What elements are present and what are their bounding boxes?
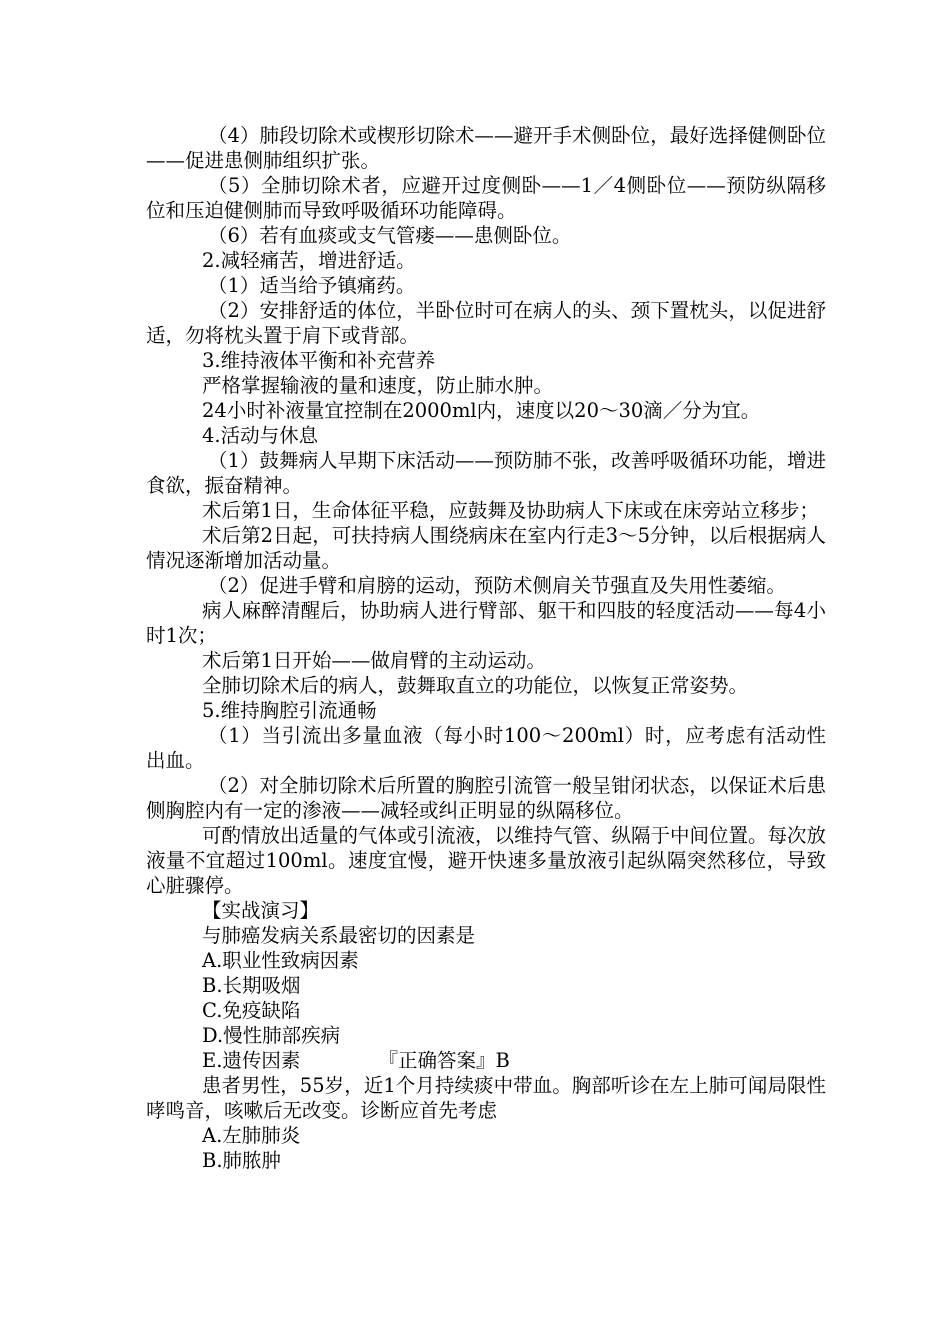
document-body: [146, 123, 826, 1173]
section-heading: 5.维持胸腔引流通畅: [202, 699, 377, 722]
paragraph: 可酌情放出适量的气体或引流液，以维持气管、纵隔于中间位置。每次放液量不宜超过100ml。速度宜慢，避开快速多量放液引起纵隔突然移位，导致心脏骤停。: [146, 824, 827, 897]
answer-option: D.慢性肺部疾病: [202, 1024, 341, 1047]
paragraph: （2）安排舒适的体位，半卧位时可在病人的头、颈下置枕头，以促进舒适，勿将枕头置于肩下或背部。: [146, 299, 826, 347]
answer-option: A.左肺肺炎: [202, 1124, 301, 1147]
paragraph: 术后第1日，生命体征平稳，应鼓舞及协助病人下床或在床旁站立移步；: [202, 499, 819, 522]
paragraph: 严格掌握输液的量和速度，防止肺水肿。: [202, 374, 554, 397]
section-heading: 3.维持液体平衡和补充营养: [202, 349, 436, 372]
answer-option: C.免疫缺陷: [202, 999, 301, 1022]
question-stem: 患者男性，55岁，近1个月持续痰中带血。胸部听诊在左上肺可闻局限性哮鸣音，咳嗽后无改变。诊断应首先考虑: [146, 1074, 826, 1122]
answer-option: B.长期吸烟: [202, 974, 301, 997]
answer-option-line: [146, 1048, 826, 1073]
answer-option: E.遗传因素: [202, 1049, 301, 1072]
paragraph: 术后第1日开始——做肩臂的主动运动。: [202, 649, 546, 672]
paragraph: （6）若有血痰或支气管瘘——患侧卧位。: [208, 224, 572, 247]
practice-heading: 【实战演习】: [202, 899, 320, 922]
paragraph: （1）当引流出多量血液（每小时100～200ml）时，应考虑有活动性出血。: [146, 724, 826, 772]
paragraph: （2）促进手臂和肩膀的运动，预防术侧肩关节强直及失用性萎缩。: [208, 574, 786, 597]
paragraph: 病人麻醉清醒后，协助病人进行臂部、躯干和四肢的轻度活动——每4小时1次；: [146, 599, 826, 647]
paragraph: （1）鼓舞病人早期下床活动——预防肺不张，改善呼吸循环功能，增进食欲，振奋精神。: [146, 449, 826, 497]
paragraph: （4）肺段切除术或楔形切除术——避开手术侧卧位，最好选择健侧卧位——促进患侧肺组织扩张。: [146, 124, 826, 172]
paragraph: （2）对全肺切除术后所置的胸腔引流管一般呈钳闭状态，以保证术后患侧胸腔内有一定的渗液——减轻或纠正明显的纵隔移位。: [146, 774, 826, 822]
paragraph: 术后第2日起，可扶持病人围绕病床在室内行走3～5分钟，以后根据病人情况逐渐增加活动量。: [146, 524, 826, 572]
answer-option: A.职业性致病因素: [202, 949, 359, 972]
paragraph: 24小时补液量宜控制在2000ml内，速度以20～30滴／分为宜。: [202, 399, 761, 422]
paragraph: （5）全肺切除术者，应避开过度侧卧——1／4侧卧位——预防纵隔移位和压迫健侧肺而导致呼吸循环功能障碍。: [146, 174, 826, 222]
correct-answer: 『正确答案』B: [378, 1049, 510, 1072]
question-stem: 与肺癌发病关系最密切的因素是: [202, 924, 476, 947]
section-heading: 2.减轻痛苦，增进舒适。: [202, 249, 416, 272]
section-heading: 4.活动与休息: [202, 424, 319, 447]
paragraph: 全肺切除术后的病人，鼓舞取直立的功能位，以恢复正常姿势。: [202, 674, 749, 697]
answer-option: B.肺脓肿: [202, 1149, 282, 1172]
paragraph: （1）适当给予镇痛药。: [208, 274, 416, 297]
